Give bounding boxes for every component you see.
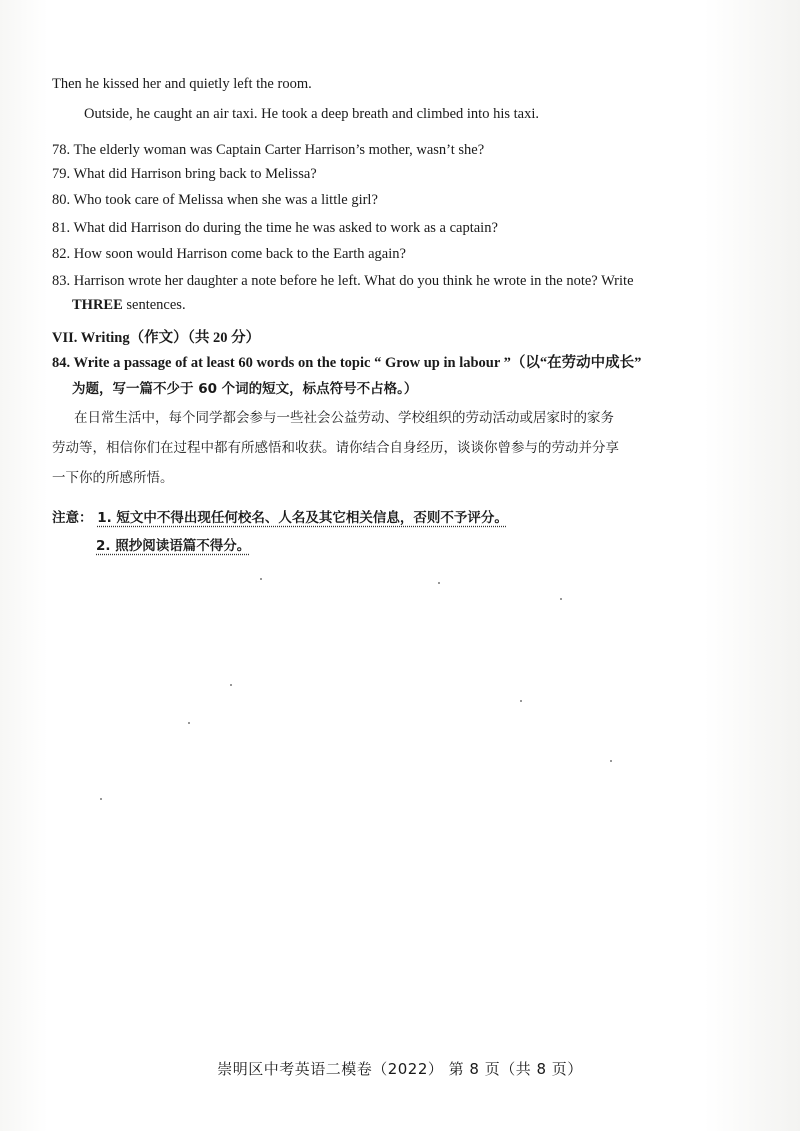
scan-speck	[100, 798, 102, 800]
scan-speck	[260, 578, 262, 580]
scan-speck	[560, 598, 562, 600]
note-line-2	[96, 536, 250, 556]
writing-task-line: 84. Write a passage of at least 60 words on the topic “ Grow up in labour ”（以“在劳动中成长”	[52, 355, 642, 371]
q83-rest: sentences.	[122, 297, 186, 313]
emphasis-three: THREE	[72, 297, 123, 313]
scan-speck	[438, 582, 440, 584]
note-item: 1. 短文中不得出现任何校名、人名及其它相关信息，否则不予评分。	[97, 510, 508, 526]
question-78: 78. The elderly woman was Captain Carter Harrison’s mother, wasn’t she?	[52, 142, 485, 158]
writing-prompt-line: 劳动等，相信你们在过程中都有所感悟和收获。请你结合自身经历，谈谈你曾参与的劳动并分享	[52, 440, 619, 456]
note-label: 注意：	[52, 510, 93, 526]
scan-speck	[520, 700, 522, 702]
question-83: 83. Harrison wrote her daughter a note before he left. What do you think he wrote in the note? Write	[52, 273, 634, 289]
scan-speck	[230, 684, 232, 686]
writing-task-line: 为题，写一篇不少于 60 个词的短文，标点符号不占格。）	[72, 381, 418, 397]
page-footer: 崇明区中考英语二模卷（2022） 第 8 页（共 8 页）	[217, 1060, 583, 1078]
scan-speck	[610, 760, 612, 762]
scan-speck	[188, 722, 190, 724]
question-83-continuation	[72, 295, 186, 315]
section-heading-writing: VII. Writing（作文）（共 20 分）	[52, 330, 261, 346]
question-80: 80. Who took care of Melissa when she was a little girl?	[52, 192, 378, 208]
question-82: 82. How soon would Harrison come back to the Earth again?	[52, 246, 406, 262]
writing-prompt-line: 在日常生活中，每个同学都会参与一些社会公益劳动、学校组织的劳动活动或居家时的家务	[74, 410, 614, 426]
note-item: 2. 照抄阅读语篇不得分。	[96, 538, 251, 554]
question-81: 81. What did Harrison do during the time he was asked to work as a captain?	[52, 220, 498, 236]
question-79: 79. What did Harrison bring back to Melissa?	[52, 166, 317, 182]
passage-line: Then he kissed her and quietly left the room.	[52, 76, 312, 92]
writing-prompt-line: 一下你的所感所悟。	[52, 470, 174, 486]
passage-line: Outside, he caught an air taxi. He took a deep breath and climbed into his taxi.	[84, 106, 540, 122]
note-line-1	[52, 508, 508, 528]
